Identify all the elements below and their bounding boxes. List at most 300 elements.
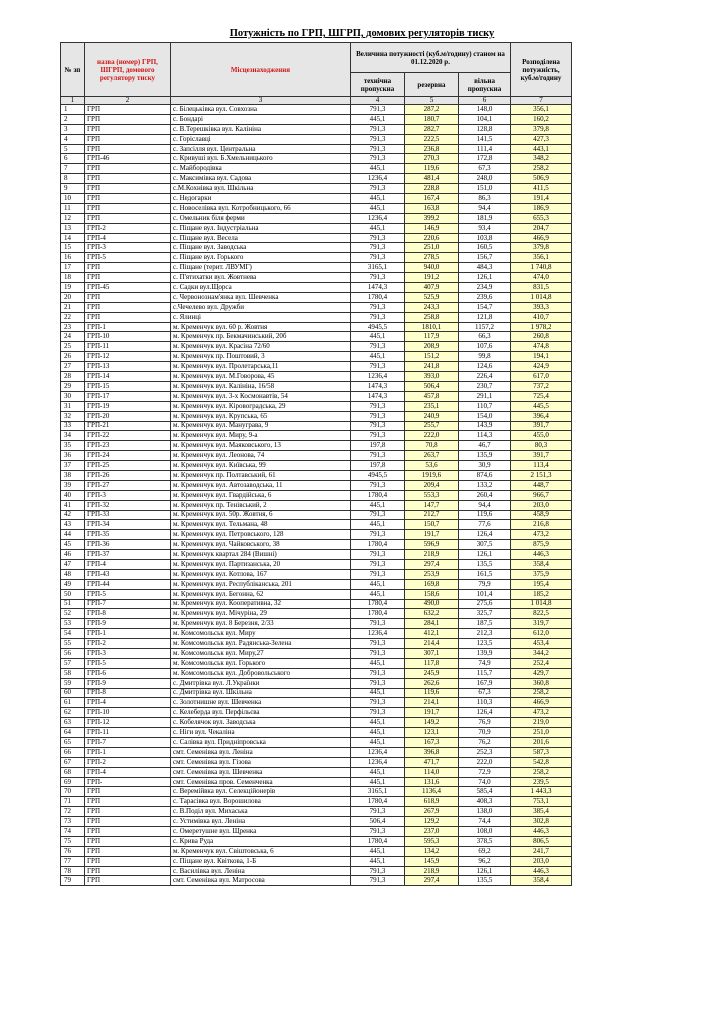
- reserved-capacity: 940,0: [405, 263, 459, 273]
- reserved-capacity: 471,7: [405, 757, 459, 767]
- free-capacity: 126,4: [459, 530, 511, 540]
- col-number: 1: [61, 97, 85, 105]
- technical-capacity: 445,1: [351, 718, 405, 728]
- distributed-capacity: 186,9: [511, 203, 572, 213]
- table-row: [61, 273, 572, 283]
- distributed-capacity: 203,0: [511, 500, 572, 510]
- technical-capacity: 791,3: [351, 312, 405, 322]
- location: м. Кременчук пр. Полтавський, 61: [171, 470, 351, 480]
- location: м. Кременчук вул. Калініна, 16/58: [171, 381, 351, 391]
- technical-capacity: 791,3: [351, 550, 405, 560]
- regulator-name: ГРП-32: [85, 500, 171, 510]
- free-capacity: 108,0: [459, 827, 511, 837]
- reserved-capacity: 481,4: [405, 174, 459, 184]
- regulator-name: ГРП-17: [85, 391, 171, 401]
- reserved-capacity: 632,2: [405, 609, 459, 619]
- location: с. Тарасівка вул. Ворошилова: [171, 797, 351, 807]
- table-row: [61, 876, 572, 886]
- distributed-capacity: 113,4: [511, 461, 572, 471]
- technical-capacity: 445,1: [351, 856, 405, 866]
- free-capacity: 154,7: [459, 302, 511, 312]
- technical-capacity: 791,3: [351, 273, 405, 283]
- table-row: [61, 470, 572, 480]
- free-capacity: 307,5: [459, 540, 511, 550]
- location: с. Василівка вул. Леніна: [171, 866, 351, 876]
- row-number: 71: [61, 797, 85, 807]
- location: м. Кременчук вул. Київська, 99: [171, 461, 351, 471]
- location: с.М.Кохнівка вул. Шкільна: [171, 184, 351, 194]
- reserved-capacity: 214,1: [405, 698, 459, 708]
- row-number: 63: [61, 718, 85, 728]
- table-row: [61, 342, 572, 352]
- regulator-name: ГРП: [85, 302, 171, 312]
- location: с. Устимівка вул. Леніна: [171, 817, 351, 827]
- free-capacity: 74,4: [459, 817, 511, 827]
- capacity-table: [60, 42, 572, 886]
- distributed-capacity: 252,4: [511, 658, 572, 668]
- reserved-capacity: 243,3: [405, 302, 459, 312]
- free-capacity: 143,9: [459, 421, 511, 431]
- table-row: [61, 579, 572, 589]
- free-capacity: 226,4: [459, 372, 511, 382]
- col-number: 4: [351, 97, 405, 105]
- regulator-name: ГРП: [85, 184, 171, 194]
- regulator-name: ГРП-11: [85, 342, 171, 352]
- regulator-name: ГРП: [85, 203, 171, 213]
- technical-capacity: 791,3: [351, 876, 405, 886]
- table-row: [61, 817, 572, 827]
- regulator-name: ГРП: [85, 836, 171, 846]
- distributed-capacity: 201,6: [511, 738, 572, 748]
- distributed-capacity: 424,9: [511, 362, 572, 372]
- regulator-name: ГРП: [85, 124, 171, 134]
- table-row: [61, 223, 572, 233]
- distributed-capacity: 194,1: [511, 352, 572, 362]
- technical-capacity: 1474,3: [351, 283, 405, 293]
- technical-capacity: 791,3: [351, 648, 405, 658]
- table-row: [61, 530, 572, 540]
- row-number: 38: [61, 470, 85, 480]
- free-capacity: 101,4: [459, 589, 511, 599]
- free-capacity: 115,7: [459, 668, 511, 678]
- free-capacity: 239,6: [459, 292, 511, 302]
- regulator-name: ГРП: [85, 807, 171, 817]
- row-number: 35: [61, 441, 85, 451]
- technical-capacity: 1780,4: [351, 599, 405, 609]
- free-capacity: 138,0: [459, 807, 511, 817]
- distributed-capacity: 831,5: [511, 283, 572, 293]
- row-number: 46: [61, 550, 85, 560]
- table-row: [61, 451, 572, 461]
- row-number: 26: [61, 352, 85, 362]
- row-number: 40: [61, 490, 85, 500]
- free-capacity: 123,5: [459, 639, 511, 649]
- free-capacity: 161,5: [459, 569, 511, 579]
- row-number: 79: [61, 876, 85, 886]
- technical-capacity: 3165,1: [351, 263, 405, 273]
- distributed-capacity: 617,0: [511, 372, 572, 382]
- technical-capacity: 1236,4: [351, 213, 405, 223]
- reserved-capacity: 297,4: [405, 559, 459, 569]
- distributed-capacity: 1 443,3: [511, 787, 572, 797]
- location: с. Запсілля вул. Центральна: [171, 144, 351, 154]
- table-row: [61, 540, 572, 550]
- distributed-capacity: 204,7: [511, 223, 572, 233]
- reserved-capacity: 255,7: [405, 421, 459, 431]
- free-capacity: 135,5: [459, 559, 511, 569]
- technical-capacity: 1236,4: [351, 372, 405, 382]
- row-number: 61: [61, 698, 85, 708]
- free-capacity: 212,3: [459, 629, 511, 639]
- row-number: 31: [61, 401, 85, 411]
- location: с. Келеберда вул. Перфільєва: [171, 708, 351, 718]
- technical-capacity: 791,3: [351, 530, 405, 540]
- reserved-capacity: 147,7: [405, 500, 459, 510]
- location: смт. Семенівка вул. Леніна: [171, 747, 351, 757]
- table-row: [61, 787, 572, 797]
- regulator-name: ГРП: [85, 787, 171, 797]
- location: смт. Семенівка вул. Гізова: [171, 757, 351, 767]
- technical-capacity: 4945,5: [351, 470, 405, 480]
- regulator-name: ГРП: [85, 856, 171, 866]
- reserved-capacity: 412,1: [405, 629, 459, 639]
- location: с.Чечелево вул. Дружби: [171, 302, 351, 312]
- table-row: [61, 283, 572, 293]
- distributed-capacity: 410,7: [511, 312, 572, 322]
- regulator-name: ГРП: [85, 114, 171, 124]
- row-number: 9: [61, 184, 85, 194]
- technical-capacity: 445,1: [351, 520, 405, 530]
- technical-capacity: 791,3: [351, 678, 405, 688]
- row-number: 16: [61, 253, 85, 263]
- table-row: [61, 164, 572, 174]
- row-number: 76: [61, 846, 85, 856]
- distributed-capacity: 344,2: [511, 648, 572, 658]
- row-number: 48: [61, 569, 85, 579]
- table-row: [61, 599, 572, 609]
- distributed-capacity: 302,8: [511, 817, 572, 827]
- regulator-name: ГРП-2: [85, 757, 171, 767]
- distributed-capacity: 822,5: [511, 609, 572, 619]
- reserved-capacity: 407,9: [405, 283, 459, 293]
- technical-capacity: 506,4: [351, 817, 405, 827]
- reserved-capacity: 218,9: [405, 550, 459, 560]
- row-number: 51: [61, 599, 85, 609]
- regulator-name: ГРП-2: [85, 223, 171, 233]
- reserved-capacity: 167,4: [405, 194, 459, 204]
- technical-capacity: 791,3: [351, 866, 405, 876]
- free-capacity: 110,3: [459, 698, 511, 708]
- location: м. Кременчук пр. Бекмачинський, 20б: [171, 332, 351, 342]
- row-number: 23: [61, 322, 85, 332]
- regulator-name: ГРП: [85, 273, 171, 283]
- location: с. Омельник біля ферми: [171, 213, 351, 223]
- technical-capacity: 791,3: [351, 708, 405, 718]
- distributed-capacity: 348,2: [511, 154, 572, 164]
- free-capacity: 94,4: [459, 500, 511, 510]
- table-row: [61, 441, 572, 451]
- table-row: [61, 569, 572, 579]
- row-number: 72: [61, 807, 85, 817]
- technical-capacity: 1780,4: [351, 490, 405, 500]
- col-number: 7: [511, 97, 572, 105]
- location: с. П'ятихатки вул. Жовтнева: [171, 273, 351, 283]
- location: м. Кременчук вул. Котлова, 167: [171, 569, 351, 579]
- technical-capacity: 791,3: [351, 362, 405, 372]
- technical-capacity: 4945,5: [351, 322, 405, 332]
- free-capacity: 260,4: [459, 490, 511, 500]
- location: м. Кременчук вул. Маяковського, 13: [171, 441, 351, 451]
- regulator-name: ГРП-15: [85, 381, 171, 391]
- free-capacity: 181,9: [459, 213, 511, 223]
- free-capacity: 70,9: [459, 728, 511, 738]
- reserved-capacity: 119,6: [405, 688, 459, 698]
- reserved-capacity: 149,2: [405, 718, 459, 728]
- distributed-capacity: 427,3: [511, 134, 572, 144]
- table-row: [61, 698, 572, 708]
- distributed-capacity: 473,2: [511, 530, 572, 540]
- reserved-capacity: 237,0: [405, 827, 459, 837]
- reserved-capacity: 282,7: [405, 124, 459, 134]
- location: с. Новоселівка вул. Котробницького, 66: [171, 203, 351, 213]
- regulator-name: ГРП-37: [85, 550, 171, 560]
- location: смт. Семенівка вул. Матросова: [171, 876, 351, 886]
- free-capacity: 67,3: [459, 688, 511, 698]
- distributed-capacity: 1 014,8: [511, 599, 572, 609]
- regulator-name: ГРП-45: [85, 283, 171, 293]
- free-capacity: 126,1: [459, 273, 511, 283]
- location: смт. Семенівка пров. Семенченка: [171, 777, 351, 787]
- table-row: [61, 362, 572, 372]
- row-number: 34: [61, 431, 85, 441]
- location: м. Кременчук вул. Миру, 9-а: [171, 431, 351, 441]
- header-free: вільна пропускна: [459, 73, 511, 97]
- free-capacity: 156,7: [459, 253, 511, 263]
- technical-capacity: 445,1: [351, 164, 405, 174]
- table-row: [61, 738, 572, 748]
- reserved-capacity: 123,1: [405, 728, 459, 738]
- distributed-capacity: 448,7: [511, 480, 572, 490]
- technical-capacity: 791,3: [351, 144, 405, 154]
- free-capacity: 67,3: [459, 164, 511, 174]
- row-number: 59: [61, 678, 85, 688]
- location: с. Білецьківка вул. Совхозна: [171, 105, 351, 115]
- distributed-capacity: 411,5: [511, 184, 572, 194]
- technical-capacity: 791,3: [351, 105, 405, 115]
- technical-capacity: 791,3: [351, 807, 405, 817]
- reserved-capacity: 163,8: [405, 203, 459, 213]
- distributed-capacity: 443,1: [511, 144, 572, 154]
- location: м. Кременчук вул. Республіканська, 201: [171, 579, 351, 589]
- row-number: 54: [61, 629, 85, 639]
- regulator-name: ГРП: [85, 164, 171, 174]
- table-row: [61, 480, 572, 490]
- distributed-capacity: 191,4: [511, 194, 572, 204]
- free-capacity: 141,5: [459, 134, 511, 144]
- distributed-capacity: 1 014,8: [511, 292, 572, 302]
- row-number: 60: [61, 688, 85, 698]
- technical-capacity: 1780,4: [351, 797, 405, 807]
- free-capacity: 160,5: [459, 243, 511, 253]
- distributed-capacity: 429,7: [511, 668, 572, 678]
- reserved-capacity: 169,8: [405, 579, 459, 589]
- free-capacity: 107,6: [459, 342, 511, 352]
- distributed-capacity: 391,7: [511, 451, 572, 461]
- technical-capacity: 791,3: [351, 421, 405, 431]
- regulator-name: ГРП-4: [85, 233, 171, 243]
- location: с. Омеретушне вул. Щренка: [171, 827, 351, 837]
- technical-capacity: 445,1: [351, 579, 405, 589]
- regulator-name: ГРП: [85, 866, 171, 876]
- row-number: 58: [61, 668, 85, 678]
- location: с. Крива Руда: [171, 836, 351, 846]
- reserved-capacity: 167,3: [405, 738, 459, 748]
- table-row: [61, 312, 572, 322]
- reserved-capacity: 146,9: [405, 223, 459, 233]
- free-capacity: 135,5: [459, 876, 511, 886]
- location: м. Кременчук вул. Леонова, 74: [171, 451, 351, 461]
- free-capacity: 119,6: [459, 510, 511, 520]
- location: с. Максимівка вул. Садова: [171, 174, 351, 184]
- regulator-name: ГРП-: [85, 777, 171, 787]
- reserved-capacity: 393,0: [405, 372, 459, 382]
- location: м. Кременчук вул. Чайковського, 38: [171, 540, 351, 550]
- distributed-capacity: 542,8: [511, 757, 572, 767]
- row-number: 27: [61, 362, 85, 372]
- free-capacity: 110,7: [459, 401, 511, 411]
- free-capacity: 121,8: [459, 312, 511, 322]
- distributed-capacity: 80,3: [511, 441, 572, 451]
- technical-capacity: 1474,3: [351, 391, 405, 401]
- distributed-capacity: 356,1: [511, 105, 572, 115]
- reserved-capacity: 134,2: [405, 846, 459, 856]
- free-capacity: 275,6: [459, 599, 511, 609]
- reserved-capacity: 262,6: [405, 678, 459, 688]
- table-row: [61, 648, 572, 658]
- distributed-capacity: 258,2: [511, 767, 572, 777]
- location: м. Комсомольськ вул. Горького: [171, 658, 351, 668]
- header-name: назва (номер) ГРП, ШГРП, домового регулятору тиску: [85, 43, 171, 97]
- table-row: [61, 233, 572, 243]
- row-number: 17: [61, 263, 85, 273]
- location: м. Кременчук квартал 284 (Вишні): [171, 550, 351, 560]
- technical-capacity: 1236,4: [351, 174, 405, 184]
- distributed-capacity: 1 740,8: [511, 263, 572, 273]
- row-number: 29: [61, 381, 85, 391]
- free-capacity: 167,9: [459, 678, 511, 688]
- free-capacity: 111,4: [459, 144, 511, 154]
- free-capacity: 248,0: [459, 174, 511, 184]
- distributed-capacity: 453,4: [511, 639, 572, 649]
- reserved-capacity: 1136,4: [405, 787, 459, 797]
- table-row: [61, 253, 572, 263]
- table-row: [61, 461, 572, 471]
- technical-capacity: 445,1: [351, 658, 405, 668]
- row-number: 49: [61, 579, 85, 589]
- free-capacity: 585,4: [459, 787, 511, 797]
- regulator-name: ГРП-24: [85, 451, 171, 461]
- distributed-capacity: 379,8: [511, 243, 572, 253]
- distributed-capacity: 396,4: [511, 411, 572, 421]
- table-row: [61, 292, 572, 302]
- technical-capacity: 791,3: [351, 480, 405, 490]
- location: м. Кременчук пр. Поштовий, 3: [171, 352, 351, 362]
- reserved-capacity: 1919,6: [405, 470, 459, 480]
- free-capacity: 69,2: [459, 846, 511, 856]
- reserved-capacity: 525,9: [405, 292, 459, 302]
- distributed-capacity: 875,9: [511, 540, 572, 550]
- regulator-name: ГРП-6: [85, 668, 171, 678]
- reserved-capacity: 119,6: [405, 164, 459, 174]
- table-row: [61, 154, 572, 164]
- location: с. Піщане вул. Заводська: [171, 243, 351, 253]
- table-row: [61, 124, 572, 134]
- distributed-capacity: 473,2: [511, 708, 572, 718]
- table-row: [61, 589, 572, 599]
- location: м. Кременчук вул. Автозаводська, 11: [171, 480, 351, 490]
- free-capacity: 79,9: [459, 579, 511, 589]
- table-row: [61, 302, 572, 312]
- regulator-name: ГРП-1: [85, 747, 171, 757]
- row-number: 53: [61, 619, 85, 629]
- distributed-capacity: 446,3: [511, 827, 572, 837]
- regulator-name: ГРП-7: [85, 599, 171, 609]
- reserved-capacity: 240,9: [405, 411, 459, 421]
- row-number: 74: [61, 827, 85, 837]
- regulator-name: ГРП-5: [85, 253, 171, 263]
- location: с. Садки вул.Щорса: [171, 283, 351, 293]
- reserved-capacity: 218,9: [405, 866, 459, 876]
- regulator-name: ГРП-35: [85, 530, 171, 540]
- technical-capacity: 791,3: [351, 184, 405, 194]
- table-row: [61, 550, 572, 560]
- regulator-name: ГРП-8: [85, 688, 171, 698]
- location: с. Веремійвка вул. Селекційонерів: [171, 787, 351, 797]
- row-number: 12: [61, 213, 85, 223]
- distributed-capacity: 358,4: [511, 559, 572, 569]
- regulator-name: ГРП-12: [85, 352, 171, 362]
- reserved-capacity: 145,9: [405, 856, 459, 866]
- table-row: [61, 352, 572, 362]
- technical-capacity: 445,1: [351, 767, 405, 777]
- reserved-capacity: 151,2: [405, 352, 459, 362]
- regulator-name: ГРП-4: [85, 559, 171, 569]
- header-distributed: Розподілена потужність, куб.м/годину: [511, 43, 572, 97]
- row-number: 7: [61, 164, 85, 174]
- reserved-capacity: 490,0: [405, 599, 459, 609]
- regulator-name: ГРП-22: [85, 431, 171, 441]
- regulator-name: ГРП-20: [85, 411, 171, 421]
- table-row: [61, 688, 572, 698]
- free-capacity: 378,5: [459, 836, 511, 846]
- col-number: 6: [459, 97, 511, 105]
- row-number: 55: [61, 639, 85, 649]
- free-capacity: 94,4: [459, 203, 511, 213]
- technical-capacity: 445,1: [351, 223, 405, 233]
- location: м. Кременчук вул. Пролетарська,11: [171, 362, 351, 372]
- free-capacity: 154,0: [459, 411, 511, 421]
- row-number: 66: [61, 747, 85, 757]
- technical-capacity: 445,1: [351, 352, 405, 362]
- row-number: 78: [61, 866, 85, 876]
- table-row: [61, 767, 572, 777]
- location: с. Піщане вул. Горького: [171, 253, 351, 263]
- regulator-name: ГРП: [85, 194, 171, 204]
- location: м. Кременчук пр. Тенівський, 2: [171, 500, 351, 510]
- reserved-capacity: 287,2: [405, 105, 459, 115]
- reserved-capacity: 117,9: [405, 332, 459, 342]
- regulator-name: ГРП: [85, 846, 171, 856]
